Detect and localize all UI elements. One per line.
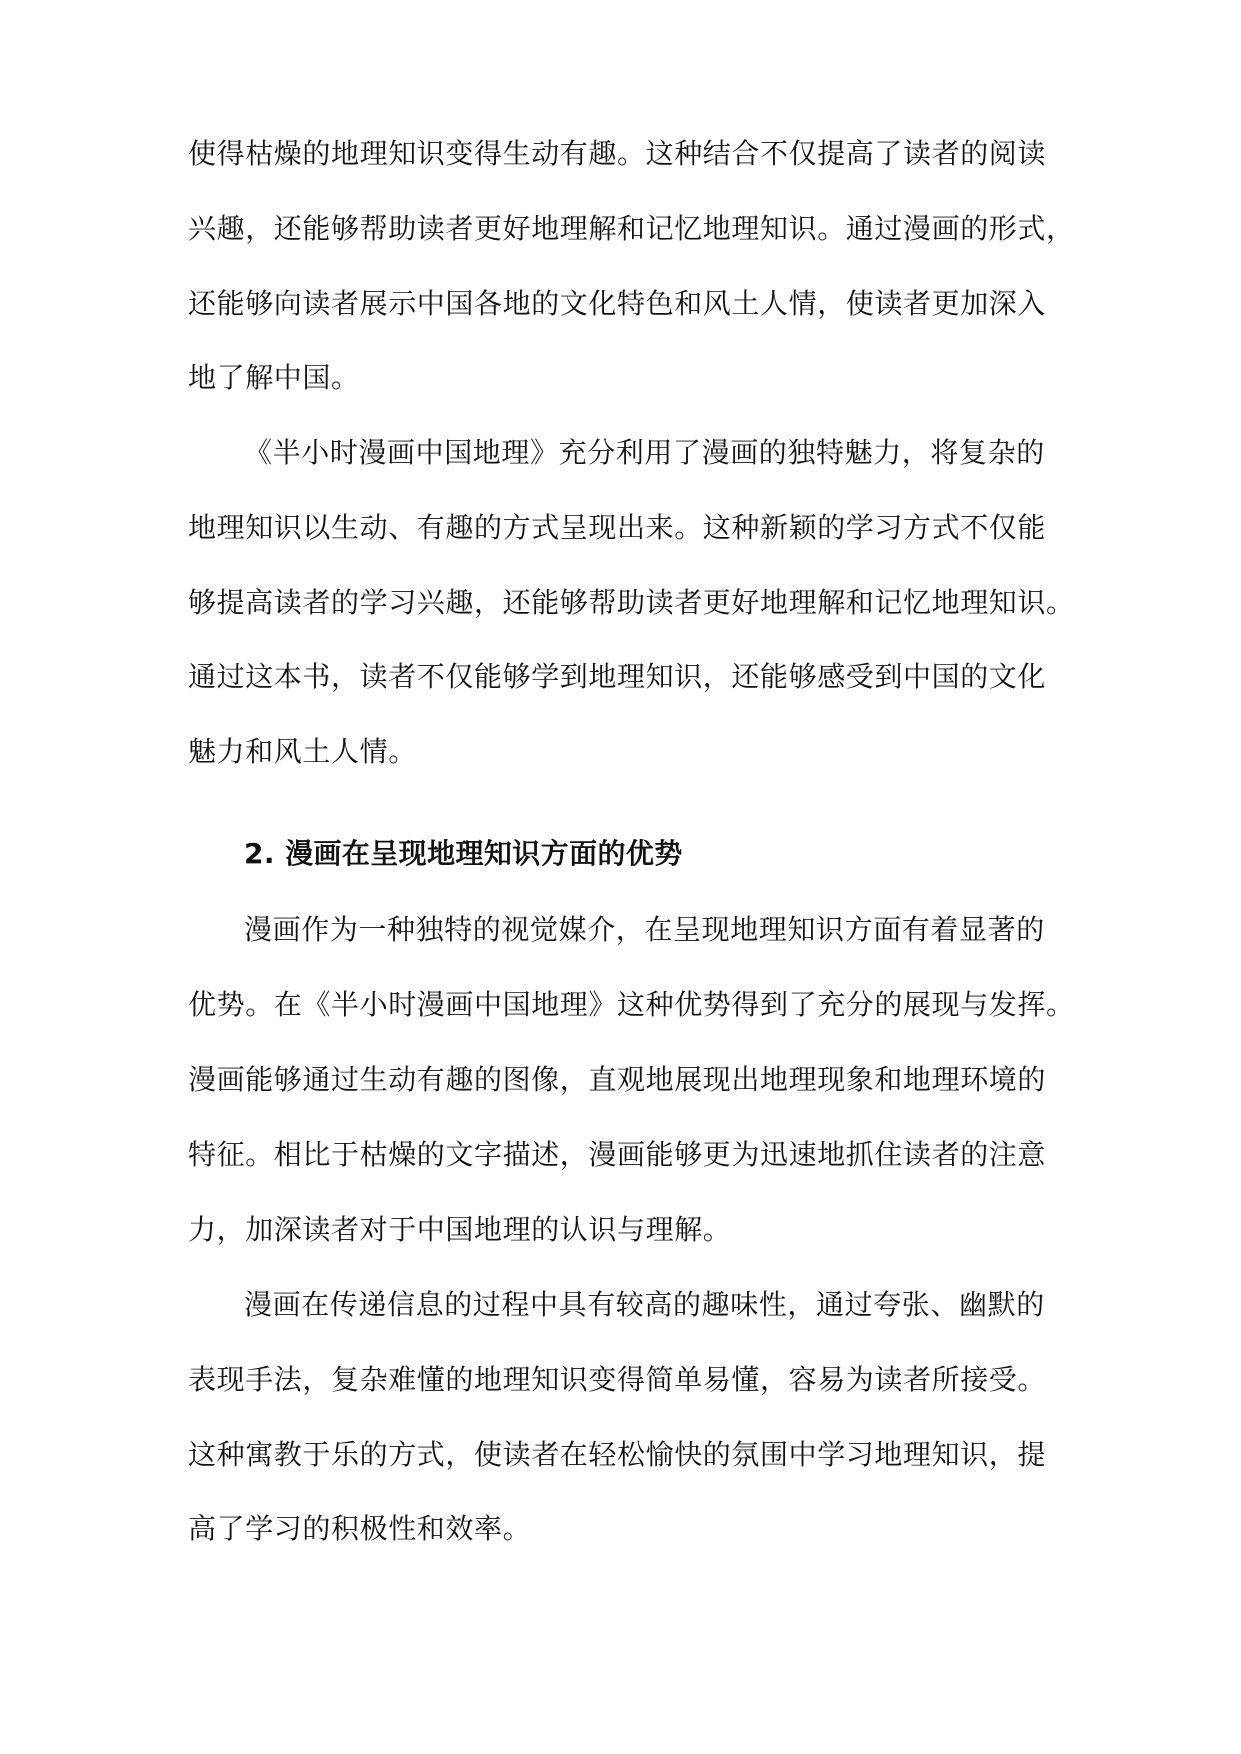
paragraph-line: 优势。在《半小时漫画中国地理》这种优势得到了充分的展现与发挥。 [188,988,1075,1021]
paragraph-line: 地理知识以生动、有趣的方式呈现出来。这种新颖的学习方式不仅能 [188,511,1047,544]
paragraph-line: 使得枯燥的地理知识变得生动有趣。这种结合不仅提高了读者的阅读 [188,137,1047,170]
paragraph-line: 还能够向读者展示中国各地的文化特色和风土人情，使读者更加深入 [188,287,1047,320]
paragraph-line: 特征。相比于枯燥的文字描述，漫画能够更为迅速地抓住读者的注意 [188,1138,1047,1171]
paragraph-line: 兴趣，还能够帮助读者更好地理解和记忆地理知识。通过漫画的形式， [188,212,1075,245]
paragraph-line: 通过这本书，读者不仅能够学到地理知识，还能够感受到中国的文化 [188,660,1047,693]
section-heading: 2. 漫画在呈现地理知识方面的优势 [244,837,683,870]
paragraph-line: 漫画在传递信息的过程中具有较高的趣味性，通过夸张、幽默的 [244,1288,1045,1321]
paragraph-line: 魅力和风土人情。 [188,735,417,768]
paragraph-line: 高了学习的积极性和效率。 [188,1512,532,1545]
paragraph-line: 漫画能够通过生动有趣的图像，直观地展现出地理现象和地理环境的 [188,1063,1047,1096]
paragraph-line: 漫画作为一种独特的视觉媒介，在呈现地理知识方面有着显著的 [244,913,1045,946]
paragraph-line: 这种寓教于乐的方式，使读者在轻松愉快的氛围中学习地理知识，提 [188,1438,1047,1471]
paragraph-line: 表现手法，复杂难懂的地理知识变得简单易懂，容易为读者所接受。 [188,1363,1047,1396]
paragraph-line: 够提高读者的学习兴趣，还能够帮助读者更好地理解和记忆地理知识。 [188,586,1075,619]
paragraph-line: 地了解中国。 [188,361,360,394]
paragraph-line: 《半小时漫画中国地理》充分利用了漫画的独特魅力，将复杂的 [244,436,1045,469]
paragraph-line: 力，加深读者对于中国地理的认识与理解。 [188,1213,732,1246]
